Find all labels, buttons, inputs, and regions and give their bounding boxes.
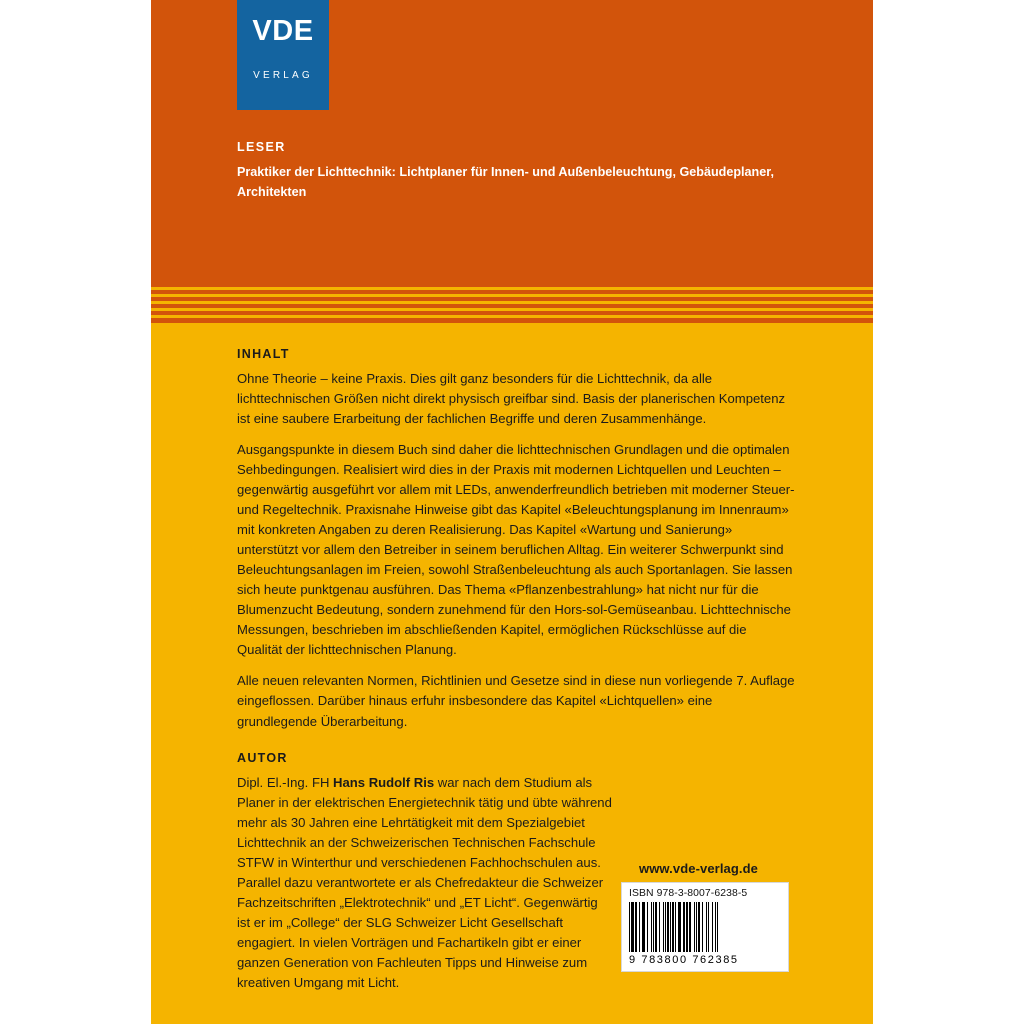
content-paragraph: Ohne Theorie – keine Praxis. Dies gilt ganz besonders für die Lichttechnik, da alle lichttechnischen Größen nicht direkt physisch greifbar sind. Basis der planerischen Kompetenz ist eine saubere Erarbeitung der fachlichen Begriffe und deren Zusammenhänge. (237, 371, 786, 427)
content-paragraph: Ausgangspunkte in diesem Buch sind daher die lichttechnischen Grundlagen und die optimalen Sehbedingungen. Realisiert wird dies in der Praxis mit modernen Lichtquellen und Leuchten – gegenwärtig ausgeführt vor allem mit LEDs, anwenderfreundlich betrieben mit moderner Steuer- und Regeltechnik. Praxisnahe Hinweise gibt das Kapitel «Beleuchtungsplanung im Innenraum» mit konkreten Angaben zu deren Realisierung. Das Kapitel «Wartung und Sanierung» unterstützt vor allem den Betreiber in seinem beruflichen Alltag. Ein weiterer Schwerpunkt sind Beleuchtungsanlagen im Freien, sowohl Straßenbeleuchtung als auch Sportanlagen. Sie lassen sich heute punktgenau ausführen. Das Thema «Pflanzenbestrahlung» hat nicht nur für die Blumenzucht Bedeutung, sondern zunehmend für den Hors-sol-Gemüseanbau. Lichttechnische Messungen, beschrieben im abschließenden Kapitel, ermöglichen Rückschlüsse auf die Qualität der lichttechnischen Planung. (237, 442, 795, 658)
reader-section-heading: LESER (237, 140, 286, 154)
stripe-line (151, 287, 873, 290)
logo-sub-text: VERLAG (253, 70, 313, 81)
stripe-line (151, 301, 873, 304)
content-paragraph: Alle neuen relevanten Normen, Richtlinien und Gesetze sind in diese nun vorliegende 7. Auflage eingeflossen. Darüber hinaus erfuhr insbesondere das Kapitel «Lichtquellen» eine grundlegende Überarbeitung. (237, 673, 795, 729)
author-rest: war nach dem Studium als Planer in der elektrischen Energietechnik tätig und übte während mehr als 30 Jahren eine Lehrtätigkeit mit dem Spezialgebiet Lichttechnik an der Schweizerischen Technischen Fachschule STFW in Winterthur und verschiedenen Fachhochschulen aus. Parallel dazu verantwortete er als Chefredakteur die Schweizer Fachzeitschriften „Elektrotechnik“ und „ET Licht“. Gegenwärtig ist er im „College“ der SLG Schweizer Licht Gesellschaft engagiert. In vielen Vorträgen und Fachartikeln gibt er einer ganzen Generation von Fachleuten Tipps und Hinweise zum kreativen Umgang mit Licht. (237, 774, 612, 990)
barcode-bars (629, 902, 781, 952)
logo-brand-text: VDE (252, 15, 314, 47)
top-orange-panel (151, 0, 873, 285)
stripe-band (151, 285, 873, 323)
content-section-heading: INHALT (237, 347, 290, 361)
reader-section-text: Praktiker der Lichttechnik: Lichtplaner für Innen- und Außenbeleuchtung, Gebäudeplaner, Architekten (237, 165, 774, 199)
ean-number: 9 783800 762385 (629, 954, 739, 966)
author-section-heading: AUTOR (237, 750, 288, 765)
isbn-barcode-block (621, 882, 789, 972)
author-name: Hans Rudolf Ris (333, 774, 435, 790)
isbn-text: ISBN 978-3-8007-6238-5 (629, 888, 748, 899)
author-lead: Dipl. El.-Ing. FH (237, 774, 334, 790)
stripe-line (151, 315, 873, 318)
author-biography (237, 773, 612, 993)
stripe-line (151, 294, 873, 297)
publisher-website: www.vde-verlag.de (639, 861, 758, 876)
vde-verlag-logo (237, 0, 329, 110)
book-back-cover (151, 0, 873, 1024)
stripe-line (151, 308, 873, 311)
